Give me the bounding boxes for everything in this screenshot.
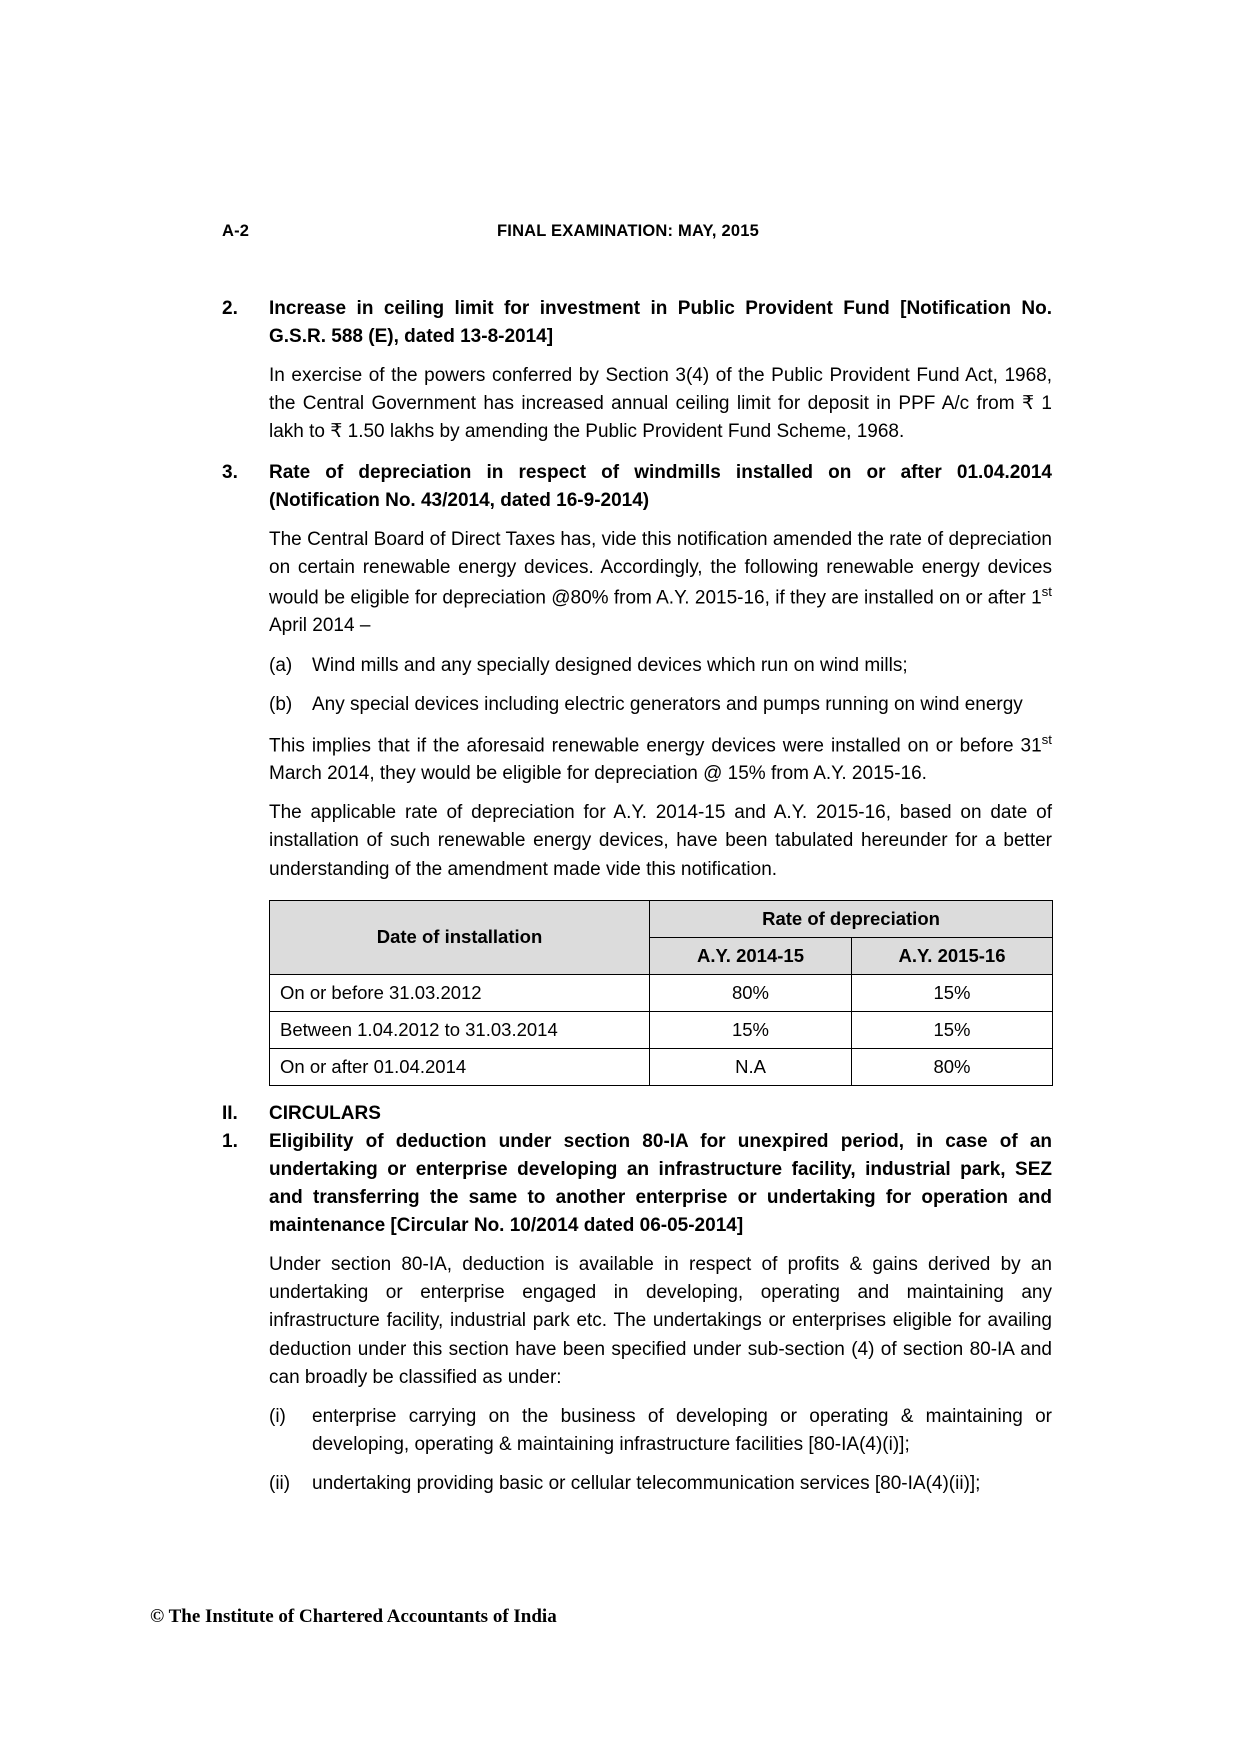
circular-1-number: 1. <box>222 1130 238 1152</box>
section-circulars-title: CIRCULARS <box>269 1102 381 1124</box>
item-2-paragraph: In exercise of the powers conferred by Section 3(4) of the Public Provident Fund Act, 1968, the Central Government has increased annual ceiling limit for deposit in PPF A/c from ₹ 1 lakh to ₹ 1.50 lakhs by amending the Public Provident Fund Scheme, 1968. <box>269 365 1052 443</box>
circular-1-sub-i-text: enterprise carrying on the business of developing or operating & maintaining or developing, operating & maintaining infrastructure facilities [80-IA(4)(i)]; <box>312 1405 1052 1455</box>
item-3-paragraph-1-ordinal: st <box>1041 583 1052 599</box>
table-header-rate-of-depreciation: Rate of depreciation <box>650 900 1053 937</box>
item-3-sub-b <box>222 691 1052 719</box>
item-3-paragraph-2-part-a: This implies that if the aforesaid renewable energy devices were installed on or before 31 <box>269 735 1042 757</box>
item-3-paragraph-2 <box>222 730 1052 789</box>
item-3-sub-a <box>222 652 1052 680</box>
table-cell-ay1: 80% <box>650 974 852 1011</box>
item-2-title: Increase in ceiling limit for investment in Public Provident Fund [Notification No. G.S.R. 588 (E), dated 13-8-2014] <box>269 298 1052 348</box>
document-content <box>222 295 1052 1510</box>
table-row <box>270 1011 1053 1048</box>
page-footer: © The Institute of Chartered Accountants of India <box>150 1606 557 1627</box>
table-cell-ay2: 80% <box>852 1048 1053 1085</box>
item-3-sub-b-text: Any special devices including electric generators and pumps running on wind energy <box>312 693 1023 715</box>
table-row <box>270 974 1053 1011</box>
item-3-paragraph-2-ordinal: st <box>1041 731 1052 747</box>
table-cell-label: Between 1.04.2012 to 31.03.2014 <box>270 1011 650 1048</box>
table-header-row-1 <box>270 900 1053 937</box>
item-3-number: 3. <box>222 461 238 483</box>
circular-1-heading <box>222 1128 1052 1240</box>
table-cell-ay2: 15% <box>852 974 1053 1011</box>
depreciation-table <box>269 900 1053 1086</box>
table-row <box>270 1048 1053 1085</box>
item-3-paragraph-1 <box>222 526 1052 641</box>
page-code: A-2 <box>222 222 250 240</box>
table-cell-ay2: 15% <box>852 1011 1053 1048</box>
item-3-sub-a-marker: (a) <box>269 654 293 676</box>
item-3 <box>222 459 1052 1086</box>
exam-title: FINAL EXAMINATION: MAY, 2015 <box>497 222 760 240</box>
item-2 <box>222 295 1052 447</box>
item-3-sub-b-marker: (b) <box>269 693 293 715</box>
table-header-date-of-installation: Date of installation <box>270 900 650 974</box>
table-cell-label: On or before 31.03.2012 <box>270 974 650 1011</box>
circular-1-title: Eligibility of deduction under section 80-IA for unexpired period, in case of an undertaking or enterprise developing an infrastructure facility, industrial park, SEZ and transferring the same to another enterprise or undertaking for operation and maintenance [Circular No. 10/2014 dated 06-05-2014] <box>269 1130 1052 1237</box>
item-3-sub-a-text: Wind mills and any specially designed devices which run on wind mills; <box>312 654 908 676</box>
circular-1-sub-ii-marker: (ii) <box>269 1472 291 1494</box>
item-3-paragraph-2-part-b: March 2014, they would be eligible for depreciation @ 15% from A.Y. 2015-16. <box>269 763 927 785</box>
circular-1-paragraph: Under section 80-IA, deduction is available in respect of profits & gains derived by an undertaking or enterprise engaged in developing, operating and maintaining any infrastructure facility, industrial park etc. The undertakings or enterprises eligible for availing deduction under this section have been specified under sub-section (4) of section 80-IA and can broadly be classified as under: <box>269 1254 1052 1388</box>
circular-1 <box>222 1128 1052 1498</box>
item-3-heading <box>222 459 1052 515</box>
item-2-number: 2. <box>222 298 238 319</box>
section-circulars-heading <box>222 1100 1052 1128</box>
item-3-paragraph-3: The applicable rate of depreciation for A.Y. 2014-15 and A.Y. 2015-16, based on date of installation of such renewable energy devices, have been tabulated hereunder for a better understanding of the amendment made vide this notification. <box>269 802 1052 880</box>
item-2-heading <box>222 295 1052 351</box>
circular-1-sub-i-marker: (i) <box>269 1405 286 1427</box>
item-3-paragraph-1-part-b: April 2014 – <box>269 615 371 637</box>
table-header-ay-2015-16: A.Y. 2015-16 <box>852 937 1053 974</box>
circular-1-sub-ii <box>222 1470 1052 1498</box>
circular-1-sub-ii-text: undertaking providing basic or cellular telecommunication services [80-IA(4)(ii)]; <box>312 1472 981 1494</box>
circular-1-sub-i <box>222 1403 1052 1459</box>
table-cell-label: On or after 01.04.2014 <box>270 1048 650 1085</box>
table-cell-ay1: 15% <box>650 1011 852 1048</box>
section-circulars-number: II. <box>222 1102 238 1124</box>
table-cell-ay1: N.A <box>650 1048 852 1085</box>
item-3-title: Rate of depreciation in respect of windmills installed on or after 01.04.2014 (Notification No. 43/2014, dated 16-9-2014) <box>269 461 1052 511</box>
item-3-paragraph-1-part-a: The Central Board of Direct Taxes has, vide this notification amended the rate of depreciation on certain renewable energy devices. Accordingly, the following renewable energy devices would be eligible for depreciation @80% from A.Y. 2015-16, if they are installed on or after 1 <box>269 528 1052 609</box>
table-header-ay-2014-15: A.Y. 2014-15 <box>650 937 852 974</box>
